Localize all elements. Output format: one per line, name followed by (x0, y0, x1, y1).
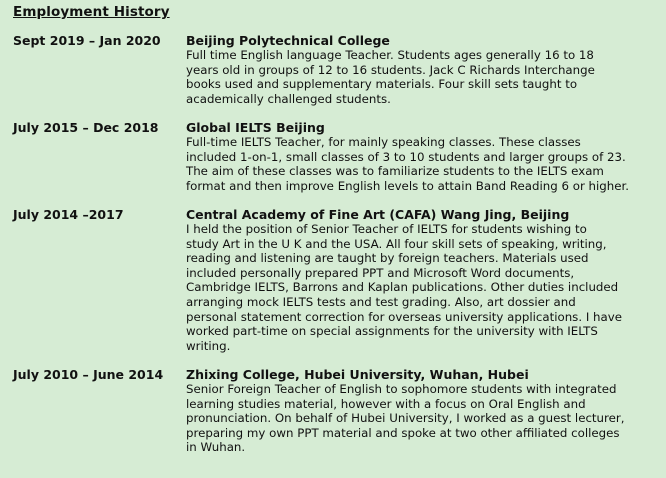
description-line: worked part-time on special assignments for the university with IELTS (186, 324, 598, 339)
description-line: in Wuhan. (186, 440, 246, 455)
entry-organization: Global IELTS Beijing (186, 120, 325, 135)
description-line: Full time English language Teacher. Students ages generally 16 to 18 (186, 48, 594, 62)
description-line: books used and supplementary materials. Four skill sets taught to (186, 77, 578, 92)
description-line: reading and listening are taught by foreign teachers. Materials used (186, 251, 589, 266)
entry-organization: Beijing Polytechnical College (186, 33, 390, 48)
section-title: Employment History (13, 4, 170, 20)
entry-body (186, 120, 660, 193)
description-line: writing. (186, 338, 231, 353)
description-line: preparing my own PPT material and spoke at two other affiliated colleges (186, 425, 620, 440)
description-line: arranging mock IELTS tests and test grading. Also, art dossier and (186, 294, 576, 309)
description-line: academically challenged students. (186, 91, 391, 106)
description-line: included 1-on-1, small classes of 3 to 10 students and larger groups of 23. (186, 149, 626, 164)
description-line: The aim of these classes was to familiarize students to the IELTS exam (186, 164, 604, 179)
description-line: learning studies material, however with a focus on Oral English and (186, 396, 586, 411)
entry-date: July 2014 –2017 (13, 207, 124, 222)
description-line: study Art in the U K and the USA. All four skill sets of speaking, writing, (186, 236, 607, 251)
entry-description (186, 222, 660, 353)
entry-body (186, 207, 660, 353)
description-line: Cambridge IELTS, Barrons and Kaplan publications. Other duties included (186, 280, 619, 295)
description-line: included personally prepared PPT and Microsoft Word documents, (186, 265, 575, 280)
description-line: years old in groups of 12 to 16 students. Jack C Richards Interchange (186, 62, 595, 77)
entry-date: Sept 2019 – Jan 2020 (13, 33, 161, 48)
entry-organization: Zhixing College, Hubei University, Wuhan, Hubei (186, 367, 529, 382)
entry-body (186, 33, 660, 106)
entry-organization: Central Academy of Fine Art (CAFA) Wang Jing, Beijing (186, 207, 570, 222)
description-line: I held the position of Senior Teacher of IELTS for students wishing to (186, 222, 587, 236)
description-line: format and then improve English levels to attain Band Reading 6 or higher. (186, 178, 630, 193)
entry-description (186, 48, 660, 106)
entry-description (186, 135, 660, 193)
entry-date: July 2010 – June 2014 (13, 367, 164, 382)
entry-body (186, 367, 660, 455)
entry-description (186, 382, 660, 455)
description-line: Full-time IELTS Teacher, for mainly speaking classes. These classes (186, 135, 581, 149)
entry-date: July 2015 – Dec 2018 (13, 120, 159, 135)
description-line: personal statement correction for overseas university applications. I have (186, 309, 623, 324)
description-line: pronunciation. On behalf of Hubei University, I worked as a guest lecturer, (186, 411, 625, 426)
description-line: Senior Foreign Teacher of English to sophomore students with integrated (186, 382, 617, 396)
